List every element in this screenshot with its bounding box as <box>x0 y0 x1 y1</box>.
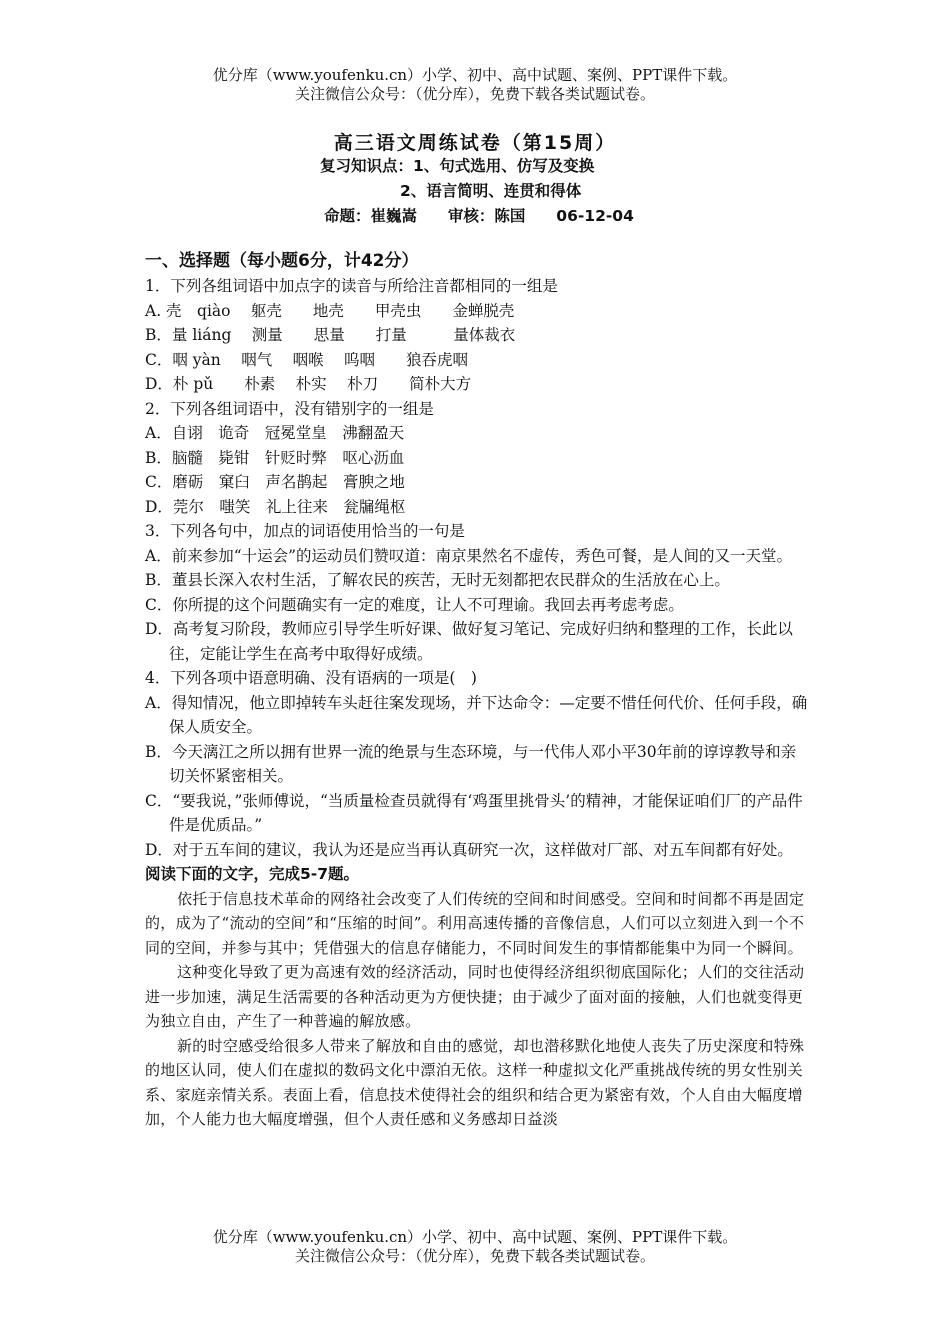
question-3-option-c: C．你所提的这个问题确实有一定的难度，让人不可理谕。我回去再考虑考虑。 <box>145 595 684 614</box>
question-1-stem: 1．下列各组词语中加点字的读音与所给注音都相同的一组是 <box>145 277 558 295</box>
question-3-option-a: A．前来参加“十运会”的运动员们赞叹道：南京果然名不虚传，秀色可餐，是人间的又一天堂。 <box>145 546 793 565</box>
question-4-option-b: B．今天漓江之所以拥有世界一流的绝景与生态环境，与一代伟人邓小平30年前的谆谆教导和亲切关怀紧密相关。 <box>145 742 797 785</box>
question-1-option-a: A. 壳 qiào 躯壳 地壳 甲壳虫 金蝉脱壳 <box>145 301 515 320</box>
question-2-option-b: B．脑髓 毙钳 针贬时弊 呕心沥血 <box>145 448 405 467</box>
question-4-stem: 4．下列各项中语意明确、没有语病的一项是( ) <box>145 669 477 687</box>
exam-content <box>145 248 810 1132</box>
subtitle-line-2: 2、语言简明、连贯和得体 <box>400 182 582 200</box>
question-2-option-c: C．磨砺 窠臼 声名鹊起 膏腴之地 <box>145 473 405 491</box>
question-4-option-a: A．得知情况，他立即掉转车头赶往案发现场，并下达命令：—定要不惜任何代价、任何手段，确保人质安全。 <box>145 693 808 736</box>
subtitle-line-1: 复习知识点：1、句式选用、仿写及变换 <box>320 157 595 175</box>
question-2-stem: 2．下列各组词语中，没有错别字的一组是 <box>145 399 434 418</box>
footer-line-1: 优分库（www.youfenku.cn）小学、初中、高中试题、案例、PPT课件下载。 <box>212 1228 738 1246</box>
question-3-option-d: D．高考复习阶段，教师应引导学生听好课、做好复习笔记、完成好归纳和整理的工作，长此以往，定能让学生在高考中取得好成绩。 <box>145 620 793 663</box>
question-4-option-d: D．对于五车间的建议，我认为还是应当再认真研究一次，这样做对厂部、对五车间都有好处。 <box>145 840 793 859</box>
page-title: 高三语文周练试卷（第15周） <box>333 132 617 154</box>
section-heading: 一、选择题（每小题6分，计42分） <box>145 251 419 271</box>
header-line-2: 关注微信公众号：（优分库），免费下载各类试题试卷。 <box>294 85 655 103</box>
question-2-option-a: A．自诩 诡奇 冠冕堂皇 沸翻盈天 <box>145 424 405 442</box>
reading-paragraph-3: 新的时空感受给很多人带来了解放和自由的感觉，却也潜移默化地使人丧失了历史深度和特殊的地区认同，使人们在虚拟的数码文化中漂泊无依。这样一种虚拟文化严重挑战传统的男女性别关系、家庭亲情关系。表面上看，信息技术使得社会的组织和结合更为紧密有效，个人自由大幅度增加，个人能力也大幅度增强，但个人责任感和义务感却日益淡 <box>145 1036 805 1128</box>
reading-heading: 阅读下面的文字，完成5-7题。 <box>145 865 360 883</box>
question-1-option-d: D．朴 pǔ 朴素 朴实 朴刀 简朴大方 <box>145 375 472 393</box>
question-1-option-c: C．咽 yàn 咽气 咽喉 呜咽 狼吞虎咽 <box>145 350 469 369</box>
reading-paragraph-1: 依托于信息技术革命的网络社会改变了人们传统的空间和时间感受。空间和时间都不再是固定的，成为了“流动的空间”和“压缩的时间”。利用高速传播的音像信息，人们可以立刻进入到一个不同的空间，并参与其中；凭借强大的信息存储能力，不同时间发生的事情都能集中为同一个瞬间。 <box>145 889 805 957</box>
page-footer <box>0 1228 950 1266</box>
reading-paragraph-2: 这种变化导致了更为高速有效的经济活动，同时也使得经济组织彻底国际化；人们的交往活动进一步加速，满足生活需要的各种活动更为方便快捷；由于减少了面对面的接触，人们也就变得更为独立自由，产生了一种普遍的解放感。 <box>145 963 805 1030</box>
question-3-option-b: B．董县长深入农村生活，了解农民的疾苦，无时无刻都把农民群众的生活放在心上。 <box>145 571 730 589</box>
page-header <box>0 66 950 104</box>
subtitle-line-3: 命题：崔巍嵩 审核：陈国 06-12-04 <box>324 207 634 225</box>
question-2-option-d: D．莞尔 嗤笑 礼上往来 瓮牖绳枢 <box>145 497 406 516</box>
question-1-option-b: B．量 liáng 测量 思量 打量 量体裁衣 <box>145 326 516 344</box>
header-line-1: 优分库（www.youfenku.cn）小学、初中、高中试题、案例、PPT课件下载。 <box>212 66 738 84</box>
footer-line-2: 关注微信公众号：（优分库），免费下载各类试题试卷。 <box>294 1247 655 1265</box>
question-4-option-c: C．“要我说，”张师傅说，“当质量检查员就得有‘鸡蛋里挑骨头’的精神，才能保证咱们厂的产品件件是优质品。” <box>145 791 803 834</box>
question-3-stem: 3．下列各句中，加点的词语使用恰当的一句是 <box>145 522 465 540</box>
